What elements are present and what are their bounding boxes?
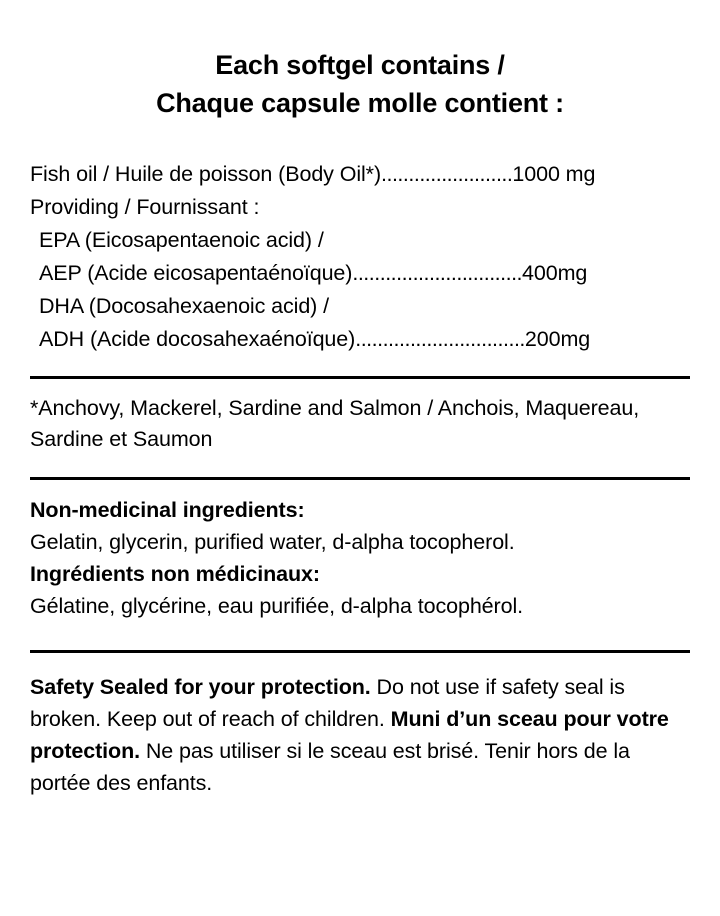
leader-dots: ............................... — [355, 327, 525, 351]
ingredient-name: DHA (Docosahexaenoic acid) / — [39, 294, 329, 318]
supplement-facts-list — [30, 158, 690, 356]
safety-statement — [30, 671, 690, 799]
leader-dots: ............................... — [352, 261, 523, 285]
source-note: *Anchovy, Mackerel, Sardine and Salmon / Anchois, Maquereau, Sardine et Saumon — [30, 396, 640, 451]
nmi-heading-en: Non-medicinal ingredients: — [30, 498, 305, 522]
divider — [30, 650, 690, 653]
safety-text-fr: Ne pas utiliser si le sceau est brisé. Tenir hors de la portée des enfants. — [30, 739, 630, 795]
ingredient-row — [30, 323, 690, 356]
ingredient-name: Providing / Fournissant : — [30, 195, 260, 219]
title-line-fr: Chaque capsule molle contient : — [156, 88, 564, 118]
non-medicinal-ingredients — [30, 494, 690, 622]
ingredient-row — [30, 290, 690, 323]
nmi-body-en: Gelatin, glycerin, purified water, d-alpha tocopherol. — [30, 530, 515, 554]
divider — [30, 376, 690, 379]
ingredient-name: EPA (Eicosapentaenoic acid) / — [39, 228, 324, 252]
safety-bold-en: Safety Sealed for your protection. — [30, 675, 371, 699]
ingredient-row — [30, 158, 690, 191]
ingredient-row — [30, 257, 690, 290]
leader-dots: ........................ — [381, 162, 513, 186]
title-line-en: Each softgel contains / — [215, 50, 505, 80]
ingredient-row — [30, 224, 690, 257]
nmi-heading-fr: Ingrédients non médicinaux: — [30, 562, 320, 586]
safety-bold-fr: Muni d’un sceau pour votre protection. — [30, 707, 669, 763]
ingredient-name: Fish oil / Huile de poisson (Body Oil*) — [30, 162, 381, 186]
ingredient-row — [30, 191, 690, 224]
ingredient-name: ADH (Acide docosahexaénoïque) — [39, 327, 356, 351]
page-title — [30, 46, 690, 122]
ingredient-amount: 1000 mg — [512, 162, 596, 186]
nmi-body-fr: Gélatine, glycérine, eau purifiée, d-alpha tocophérol. — [30, 594, 523, 618]
ingredient-amount: 400mg — [522, 261, 588, 285]
ingredient-amount: 200mg — [524, 327, 591, 351]
safety-text-en: Do not use if safety seal is broken. Keep out of reach of children. — [30, 675, 625, 731]
divider — [30, 477, 690, 480]
ingredient-name: AEP (Acide eicosapentaénoïque) — [39, 261, 353, 285]
